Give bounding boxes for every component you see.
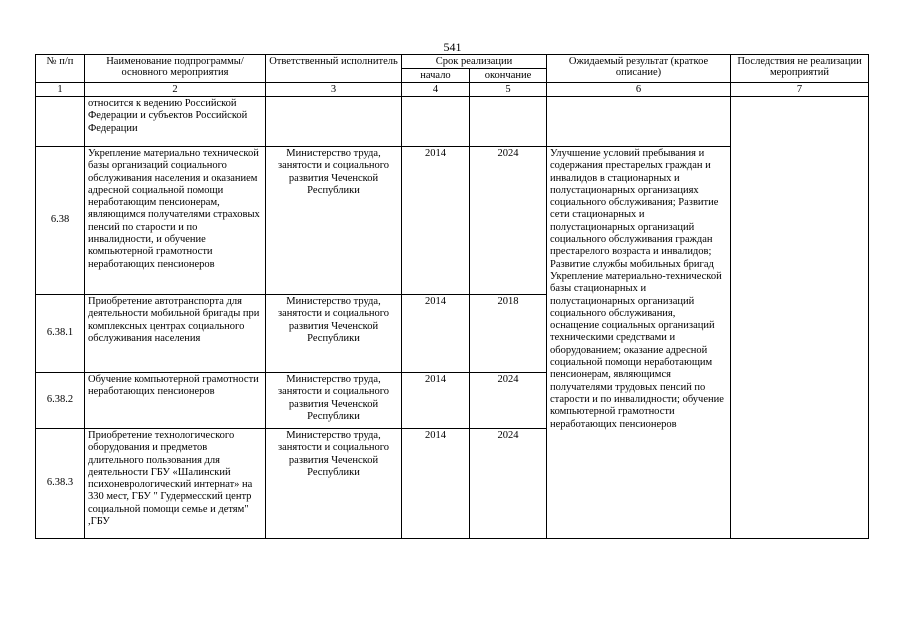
column-number: 5 bbox=[470, 83, 547, 97]
row-name: Приобретение автотранспорта для деятельности мобильной бригады при комплексных центрах социального обслуживания населения bbox=[85, 295, 266, 373]
row-responsible: Министерство труда, занятости и социального развития Чеченской Республики bbox=[266, 295, 402, 373]
result-cell: Улучшение условий пребывания и содержания престарелых граждан и инвалидов в стационарных и полустационарных организациях социального обслуживания; Развитие сети стационарных и полустационарных организаций социального обслуживания граждан престарелого возраста и инвалидов; Развитие службы мобильных бригад Укрепление материально-технической базы стационарных и полустационарных организаций социального обслуживания, оснащение социальных организаций техническими средствами и оборудованием; оказание адресной социальной помощи неработающим пенсионерам, являющимся получателями трудовых пенсий по старости и по инвалидности; обучение компьютерной грамотности неработающих пенсионеров bbox=[547, 147, 731, 539]
header-start: начало bbox=[402, 69, 470, 83]
header-row bbox=[36, 55, 869, 69]
row-result-empty bbox=[547, 97, 731, 147]
row-end: 2024 bbox=[470, 429, 547, 539]
row-num: 6.38.2 bbox=[36, 373, 85, 429]
consequences-cell bbox=[731, 97, 869, 539]
header-consequences: Последствия не реализации мероприятий bbox=[731, 55, 869, 83]
row-start bbox=[402, 97, 470, 147]
row-responsible: Министерство труда, занятости и социального развития Чеченской Республики bbox=[266, 373, 402, 429]
header-num: № п/п bbox=[36, 55, 85, 83]
row-num bbox=[36, 97, 85, 147]
row-start: 2014 bbox=[402, 373, 470, 429]
column-number: 2 bbox=[85, 83, 266, 97]
row-name: Укрепление материально технической базы организаций социального обслуживания населения и оказанием адресной социальной помощи неработающим пенсионерам, являющимся получателями страховых пенсий по старости и по инвалидности, и обучение компьютерной грамотности неработающих пенсионеров bbox=[85, 147, 266, 295]
row-responsible: Министерство труда, занятости и социального развития Чеченской Республики bbox=[266, 429, 402, 539]
row-num: 6.38.3 bbox=[36, 429, 85, 539]
row-num: 6.38 bbox=[36, 147, 85, 295]
column-number-row bbox=[36, 83, 869, 97]
header-period: Срок реализации bbox=[402, 55, 547, 69]
page-number: 541 bbox=[443, 40, 462, 54]
row-end: 2018 bbox=[470, 295, 547, 373]
row-start: 2014 bbox=[402, 295, 470, 373]
header-end: окончание bbox=[470, 69, 547, 83]
column-number: 1 bbox=[36, 83, 85, 97]
header-result: Ожидаемый результат (краткое описание) bbox=[547, 55, 731, 83]
row-responsible bbox=[266, 97, 402, 147]
column-number: 6 bbox=[547, 83, 731, 97]
column-number: 7 bbox=[731, 83, 869, 97]
program-table bbox=[35, 54, 869, 539]
header-name: Наименование подпрограммы/ основного мероприятия bbox=[85, 55, 266, 83]
row-end: 2024 bbox=[470, 147, 547, 295]
row-start: 2014 bbox=[402, 429, 470, 539]
row-name: относится к ведению Российской Федерации и субъектов Российской Федерации bbox=[85, 97, 266, 147]
row-end bbox=[470, 97, 547, 147]
row-end: 2024 bbox=[470, 373, 547, 429]
row-start: 2014 bbox=[402, 147, 470, 295]
column-number: 3 bbox=[266, 83, 402, 97]
column-number: 4 bbox=[402, 83, 470, 97]
row-name: Обучение компьютерной грамотности неработающих пенсионеров bbox=[85, 373, 266, 429]
header-responsible: Ответственный исполнитель bbox=[266, 55, 402, 83]
row-name: Приобретение технологического оборудования и предметов длительного пользования для деятельности ГБУ «Шалинский психоневрологический интернат» на 330 мест, ГБУ " Гудермесский центр социальной помощи семье и детям" ,ГБУ bbox=[85, 429, 266, 539]
table-row bbox=[36, 97, 869, 147]
row-responsible: Министерство труда, занятости и социального развития Чеченской Республики bbox=[266, 147, 402, 295]
row-num: 6.38.1 bbox=[36, 295, 85, 373]
